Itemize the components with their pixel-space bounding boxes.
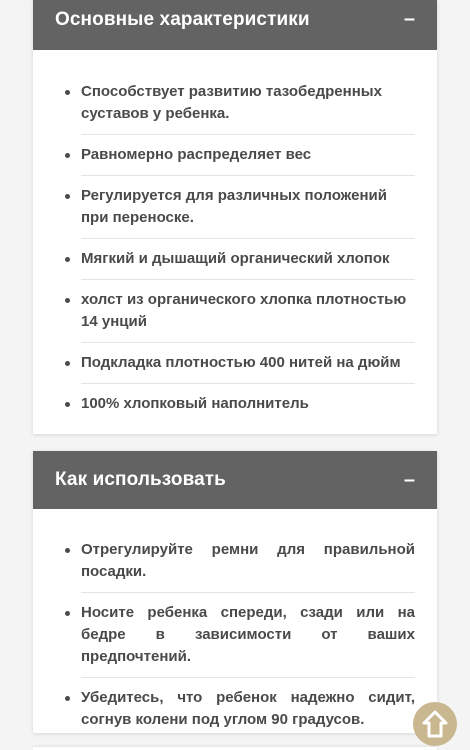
accordion-how-to-use — [33, 451, 437, 733]
collapse-icon[interactable]: – — [403, 8, 415, 30]
scroll-to-top-button[interactable] — [413, 702, 457, 746]
accordion-header-how-to-use[interactable] — [33, 451, 437, 509]
usage-list — [81, 539, 415, 740]
accordion-header-main-features[interactable] — [33, 0, 437, 50]
accordion-main-features — [33, 0, 437, 434]
accordion-body — [33, 509, 437, 740]
accordion-title: Основные характеристики — [55, 9, 310, 30]
list-item: Мягкий и дышащий органический хлопок — [81, 248, 415, 280]
list-item: Подкладка плотностью 400 нитей на дюйм — [81, 352, 415, 384]
list-item: 100% хлопковый наполнитель — [81, 393, 415, 424]
collapse-icon[interactable]: – — [403, 469, 415, 491]
feature-list — [81, 81, 415, 424]
accordion-title: Как использовать — [55, 469, 226, 490]
list-item: Носите ребенка спереди, сзади или на бедре в зависимости от ваших предпочтений. — [81, 602, 415, 678]
accordion-body — [33, 50, 437, 424]
list-item: Регулируется для различных положений при переноске. — [81, 185, 415, 239]
list-item: Убедитесь, что ребенок надежно сидит, согнув колени под углом 90 градусов. — [81, 687, 415, 740]
list-item: Равномерно распределяет вес — [81, 144, 415, 176]
list-item: Способствует развитию тазобедренных суставов у ребенка. — [81, 81, 415, 135]
list-item: холст из органического хлопка плотностью 14 унций — [81, 289, 415, 343]
arrow-up-icon — [422, 710, 448, 738]
list-item: Отрегулируйте ремни для правильной посадки. — [81, 539, 415, 593]
